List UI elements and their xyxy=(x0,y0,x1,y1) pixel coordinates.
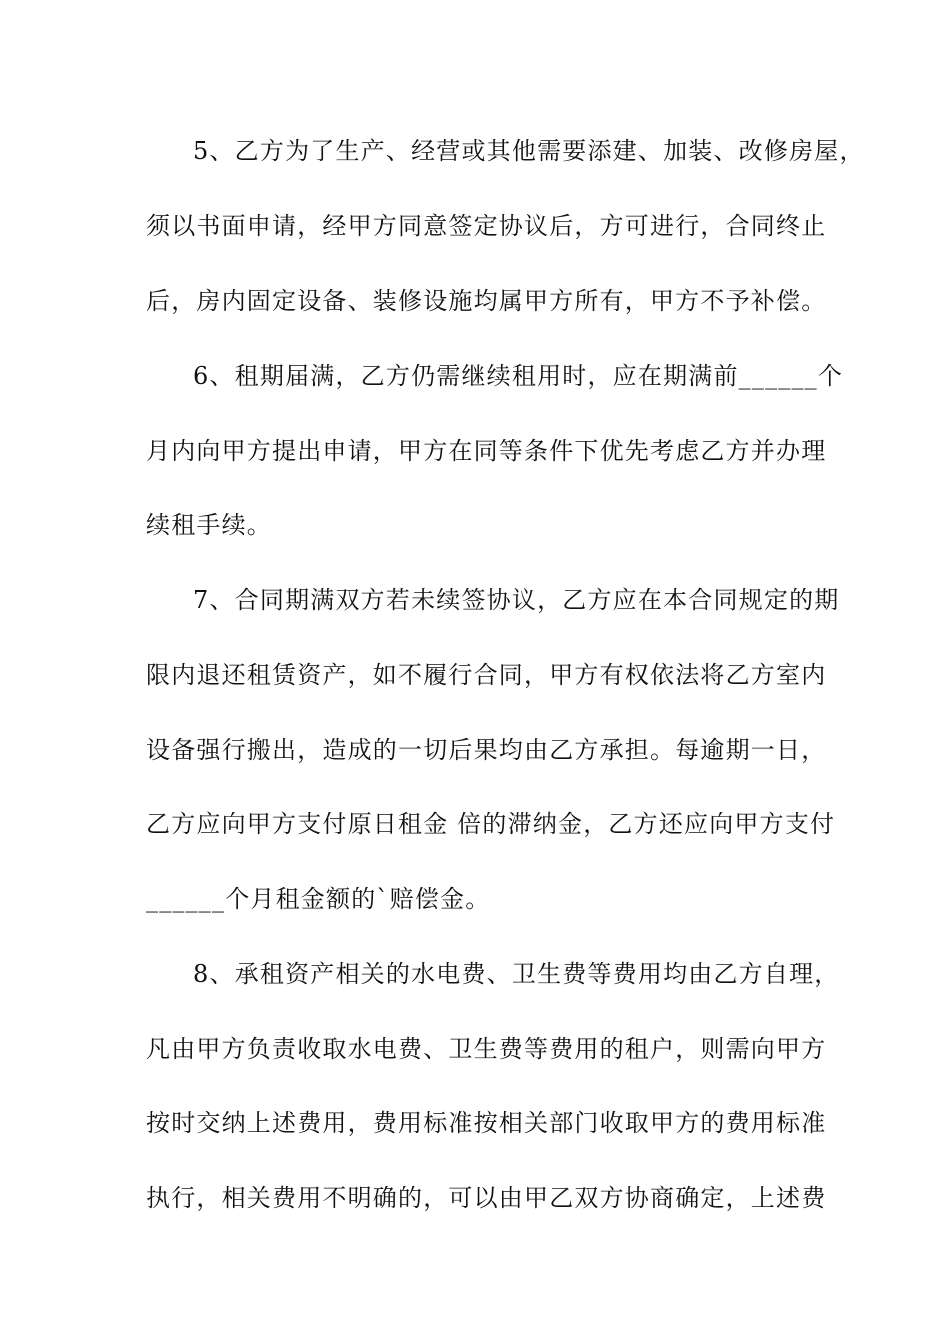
clause-8-line-4: 执行，相关费用不明确的，可以由甲乙双方协商确定，上述费 xyxy=(146,1184,827,1212)
clause-7-line-2: 限内退还租赁资产，如不履行合同，甲方有权依法将乙方室内 xyxy=(146,661,827,689)
clause-8-line-2: 凡由甲方负责收取水电费、卫生费等费用的租户，则需向甲方 xyxy=(146,1035,827,1063)
clause-8-line-3: 按时交纳上述费用，费用标准按相关部门收取甲方的费用标准 xyxy=(146,1109,827,1137)
clause-6-line-1: 6、租期届满，乙方仍需继续租用时，应在期满前______个 xyxy=(193,362,844,390)
clause-5-line-3: 后，房内固定设备、装修设施均属甲方所有，甲方不予补偿。 xyxy=(146,287,827,315)
clause-7-line-5: ______个月租金额的`赔偿金。 xyxy=(146,885,491,913)
clause-8-line-1: 8、承租资产相关的水电费、卫生费等费用均由乙方自理， xyxy=(193,960,840,988)
clause-5-line-2: 须以书面申请，经甲方同意签定协议后，方可进行，合同终止 xyxy=(146,212,827,240)
clause-6-line-2: 月内向甲方提出申请，甲方在同等条件下优先考虑乙方并办理 xyxy=(146,437,827,465)
clause-6-line-3: 续租手续。 xyxy=(146,511,272,539)
clause-5-line-1: 5、乙方为了生产、经营或其他需要添建、加装、改修房屋， xyxy=(193,137,865,165)
clause-7-line-1: 7、合同期满双方若未续签协议，乙方应在本合同规定的期 xyxy=(193,586,840,614)
clause-7-line-4: 乙方应向甲方支付原日租金 倍的滞纳金，乙方还应向甲方支付 xyxy=(146,810,836,838)
clause-7-line-3: 设备强行搬出，造成的一切后果均由乙方承担。每逾期一日， xyxy=(146,736,827,764)
